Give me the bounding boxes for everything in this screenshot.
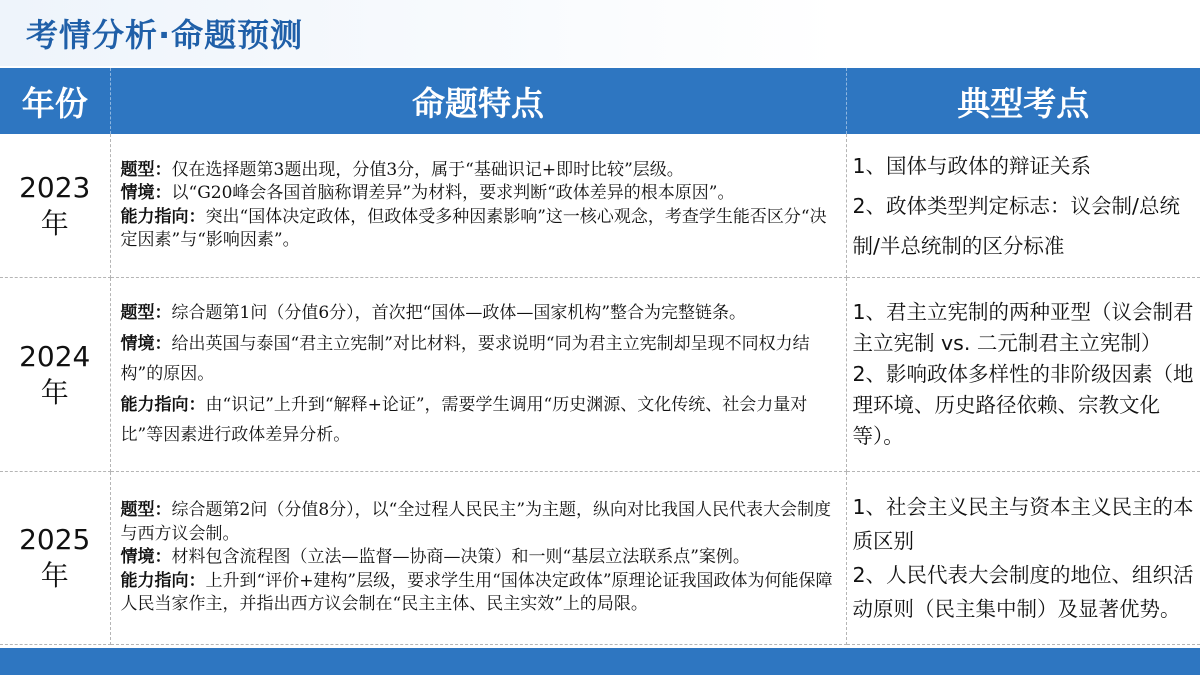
type-text: 综合题第2问（分值8分），以“全过程人民民主”为主题，纵向对比我国人民代表大会制度与西方议会制。	[120, 500, 832, 544]
header-features: 命题特点	[110, 68, 846, 134]
year-cell	[0, 472, 110, 645]
year-number: 2025	[19, 523, 91, 556]
ability-text: 由“识记”上升到“解释+论证”，需要学生调用“历史渊源、文化传统、社会力量对比”等因素进行政体差异分析。	[120, 394, 808, 446]
question-type	[121, 159, 842, 183]
points-cell	[846, 278, 1200, 472]
table-row	[0, 278, 1200, 472]
context	[121, 546, 842, 570]
table-row	[0, 472, 1200, 645]
exam-point: 1、社会主义民主与资本主义民主的本质区别	[852, 495, 1194, 553]
context-text: 以“G20峰会各国首脑称谓差异”为材料，要求判断“政体差异的根本原因”。	[171, 183, 735, 203]
year-unit: 年	[40, 375, 69, 409]
header-year: 年份	[0, 68, 110, 134]
exam-point: 2、影响政体多样性的非阶级因素（地理环境、历史路径依赖、宗教文化等）。	[852, 362, 1194, 448]
ability-text: 突出“国体决定政体，但政体受多种因素影响”这一核心观念，考查学生能否区分“决定因素”与“影响因素”。	[120, 206, 827, 250]
ability-label: 能力指向：	[120, 570, 206, 591]
table-header-row	[0, 68, 1200, 134]
table-row	[0, 134, 1200, 278]
year-number: 2024	[19, 339, 91, 373]
features-cell	[110, 134, 846, 278]
type-text: 仅在选择题第3题出现，分值3分，属于“基础识记+即时比较”层级。	[171, 159, 684, 180]
year-cell	[0, 134, 110, 278]
ability	[121, 570, 842, 617]
context-text: 材料包含流程图（立法—监督—协商—决策）和一则“基层立法联系点”案例。	[171, 547, 750, 568]
points-cell	[846, 134, 1200, 278]
points-cell	[846, 472, 1200, 645]
footer-bar	[0, 648, 1200, 675]
year-cell	[0, 278, 110, 472]
exam-point: 2、政体类型判定标志：议会制/总统制/半总统制的区分标准	[852, 193, 1180, 258]
context-label: 情境：	[120, 333, 172, 354]
type-label: 题型：	[120, 303, 172, 324]
ability	[121, 206, 842, 253]
ability-text: 上升到“评价+建构”层级，要求学生用“国体决定政体”原理论证我国政体为何能保障人民当家作主，并指出西方议会制在“民主主体、民主实效”上的局限。	[120, 570, 833, 615]
header-points: 典型考点	[846, 68, 1200, 134]
context-text: 给出英国与泰国“君主立宪制”对比材料，要求说明“同为君主立宪制却呈现不同权力结构”的原因。	[120, 333, 810, 385]
type-label: 题型：	[120, 159, 172, 180]
context	[121, 182, 842, 206]
year-number: 2023	[19, 170, 91, 204]
exam-point: 1、君主立宪制的两种亚型（议会制君主立宪制 vs. 二元制君主立宪制）	[852, 300, 1194, 355]
features-cell	[110, 278, 846, 472]
context-label: 情境：	[120, 183, 172, 203]
exam-point: 2、人民代表大会制度的地位、组织活动原则（民主集中制）及显著优势。	[852, 563, 1194, 621]
ability	[121, 390, 842, 451]
context	[121, 329, 842, 390]
ability-label: 能力指向：	[120, 206, 206, 227]
question-type	[121, 298, 842, 329]
year-unit: 年	[40, 559, 69, 592]
type-text: 综合题第1问（分值6分），首次把“国体—政体—国家机构”整合为完整链条。	[171, 303, 747, 324]
features-cell	[110, 472, 846, 645]
exam-point: 1、国体与政体的辩证关系	[852, 153, 1092, 178]
context-label: 情境：	[120, 547, 172, 568]
analysis-table	[0, 68, 1200, 645]
year-unit: 年	[40, 206, 69, 240]
type-label: 题型：	[120, 500, 172, 521]
page-title: 考情分析·命题预测	[26, 16, 304, 54]
question-type	[121, 499, 842, 546]
ability-label: 能力指向：	[120, 394, 206, 415]
